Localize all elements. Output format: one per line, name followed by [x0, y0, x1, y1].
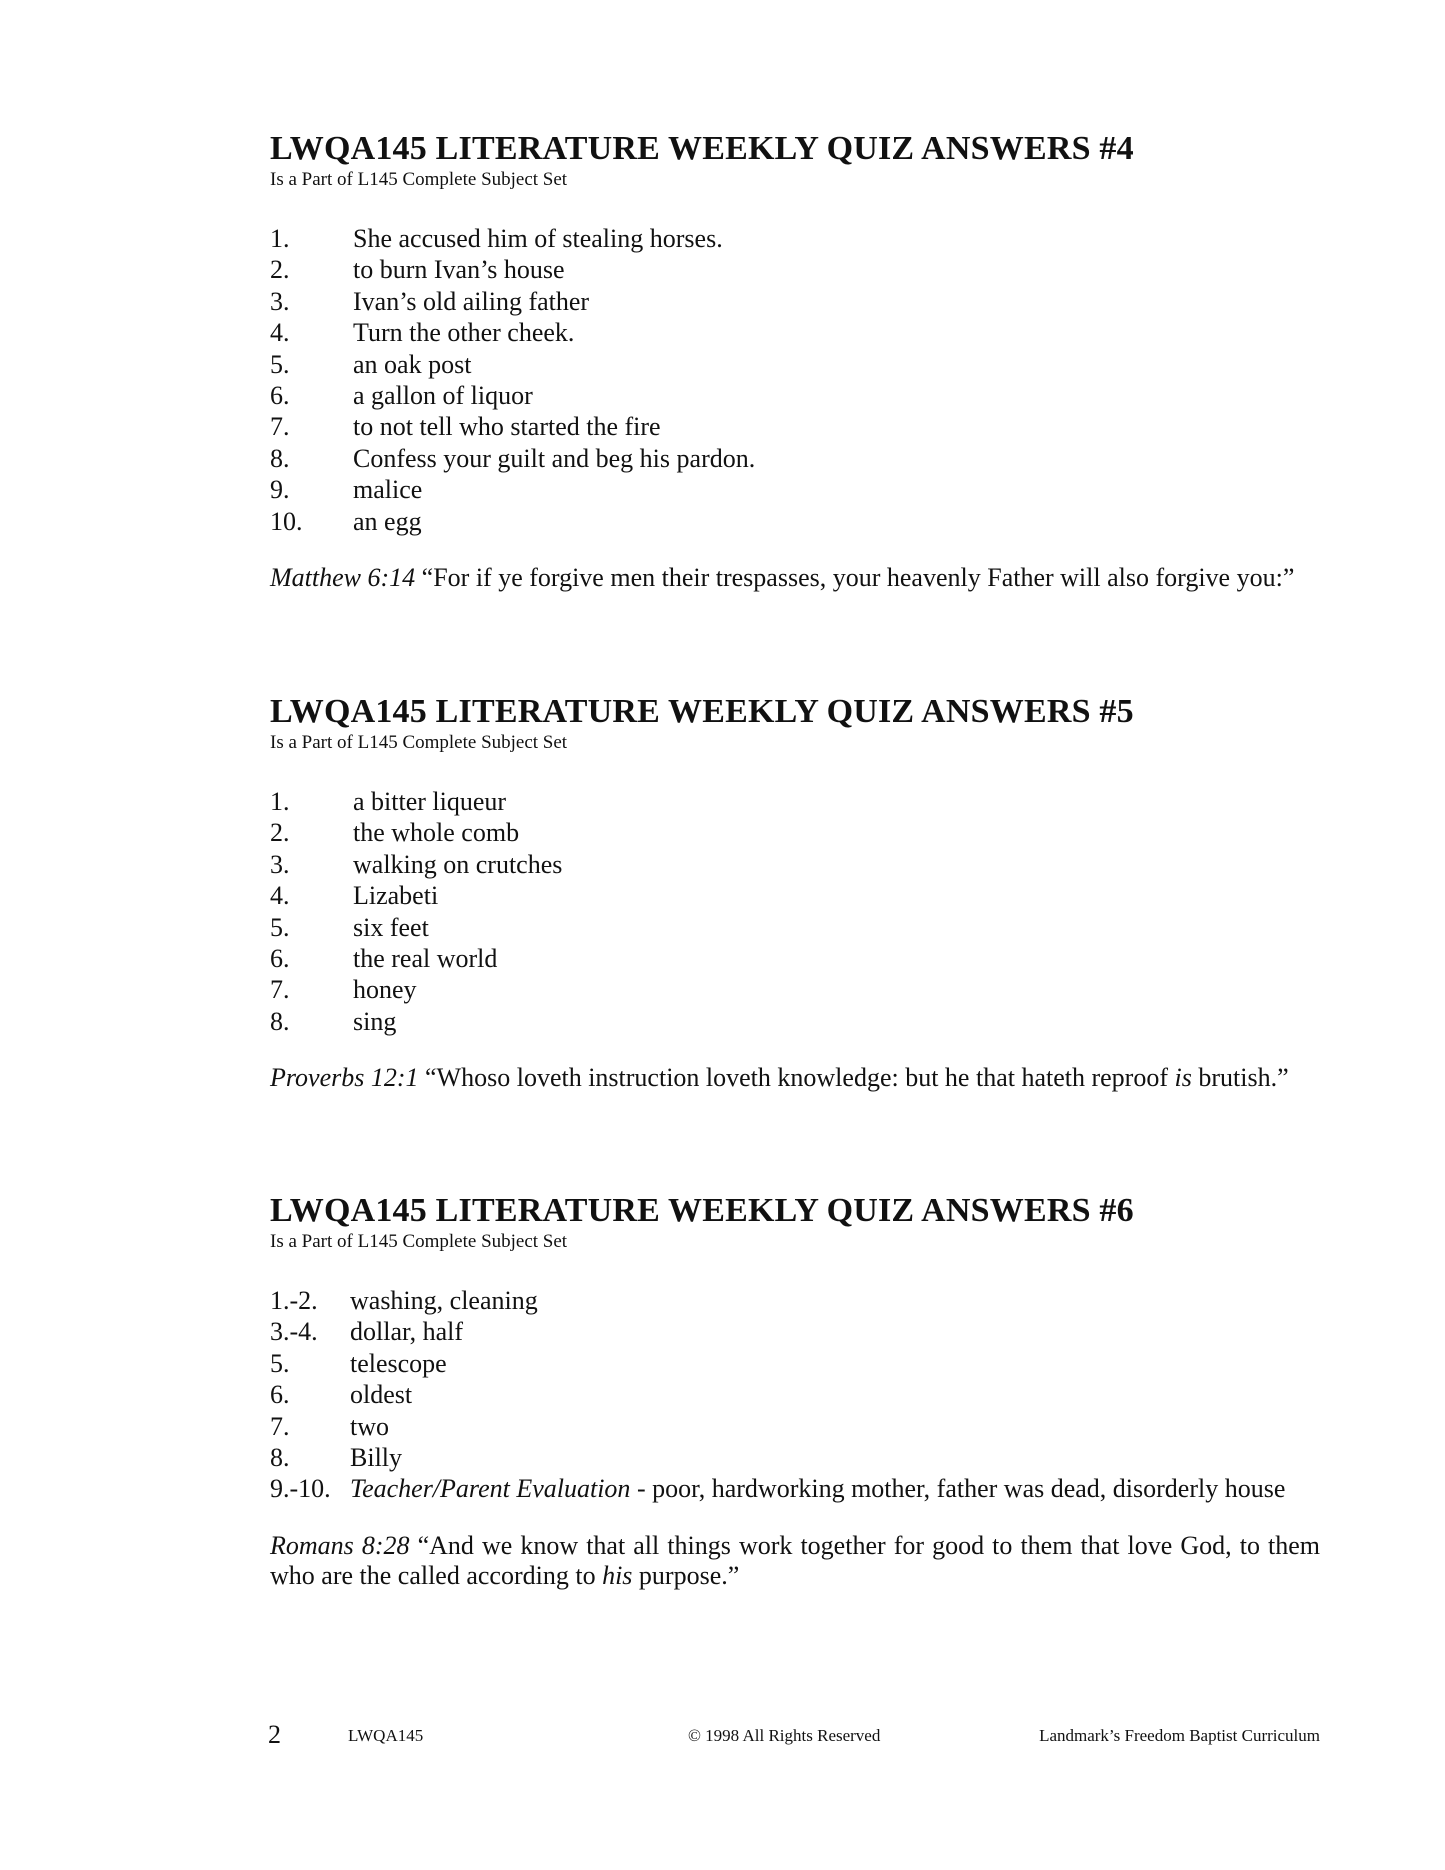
- section-subtitle: Is a Part of L145 Complete Subject Set: [270, 732, 568, 753]
- answer-item: 2. to burn Ivan’s house: [270, 255, 565, 285]
- answer-item: 10. an egg: [270, 506, 422, 536]
- verse-italic-word: is: [1174, 1063, 1192, 1093]
- answer-item: 9.-10. Teacher/Parent Evaluation - poor, hardworking mother, father was dead, disorderly house: [270, 1474, 1286, 1504]
- answer-item: 6. the real world: [270, 944, 498, 974]
- verse-text: “Whoso loveth instruction loveth knowledge: but he that hateth reproof: [425, 1063, 1168, 1093]
- answer-item: 4. Turn the other cheek.: [270, 318, 575, 348]
- verse-text: “For if ye forgive men their trespasses, your heavenly Father will also forgive you:”: [421, 563, 1295, 593]
- verse-reference: Proverbs 12:1: [270, 1063, 419, 1093]
- quiz-section-4: [270, 130, 1320, 593]
- scripture-verse: [270, 1531, 1320, 1591]
- answer-item: 6. oldest: [270, 1380, 413, 1410]
- section-subtitle: Is a Part of L145 Complete Subject Set: [270, 1231, 568, 1252]
- answer-item: 2. the whole comb: [270, 818, 520, 848]
- verse-text: “And we know that all things work together for good to them that love God, to them who are the called according to: [270, 1530, 1321, 1590]
- verse-text-end: brutish.”: [1198, 1063, 1289, 1093]
- scripture-verse: [270, 563, 1320, 593]
- answer-item: 3.-4. dollar, half: [270, 1317, 464, 1347]
- answer-item: 8. Confess your guilt and beg his pardon.: [270, 443, 756, 473]
- answer-item: 5. an oak post: [270, 349, 472, 379]
- answer-list: [270, 1285, 1320, 1505]
- quiz-section-5: [270, 693, 1320, 1093]
- copyright-notice: © 1998 All Rights Reserved: [688, 1726, 881, 1745]
- evaluation-label: Teacher/Parent Evaluation: [350, 1474, 631, 1504]
- answer-item: 9. malice: [270, 475, 423, 505]
- verse-reference: Matthew 6:14: [270, 563, 416, 593]
- answer-list: [270, 223, 1320, 537]
- answer-item: 1. a bitter liqueur: [270, 787, 507, 816]
- verse-reference: Romans 8:28: [270, 1530, 410, 1560]
- section-title: LWQA145 LITERATURE WEEKLY QUIZ ANSWERS #4: [270, 130, 1134, 167]
- answer-item: 1.-2. washing, cleaning: [270, 1286, 538, 1315]
- document-code: LWQA145: [348, 1726, 424, 1745]
- answer-item: 5. telescope: [270, 1348, 447, 1378]
- answer-item: 8. Billy: [270, 1443, 403, 1473]
- answer-list: [270, 786, 1320, 1037]
- page-footer: [268, 1720, 1320, 1750]
- verse-text-end: purpose.”: [638, 1560, 740, 1590]
- section-subtitle: Is a Part of L145 Complete Subject Set: [270, 169, 568, 190]
- answer-item: 6. a gallon of liquor: [270, 381, 533, 411]
- scripture-verse: [270, 1063, 1320, 1093]
- verse-italic-word: his: [602, 1560, 633, 1590]
- answer-item: 7. to not tell who started the fire: [270, 412, 661, 442]
- section-title: LWQA145 LITERATURE WEEKLY QUIZ ANSWERS #5: [270, 693, 1134, 730]
- answer-item: 3. Ivan’s old ailing father: [270, 286, 590, 316]
- answer-item: 1. She accused him of stealing horses.: [270, 224, 723, 253]
- quiz-section-6: [270, 1192, 1320, 1591]
- answer-item: 4. Lizabeti: [270, 881, 439, 911]
- section-title: LWQA145 LITERATURE WEEKLY QUIZ ANSWERS #6: [270, 1192, 1134, 1229]
- answer-item: 5. six feet: [270, 912, 429, 942]
- answer-item: 8. sing: [270, 1006, 397, 1036]
- answer-item: 3. walking on crutches: [270, 849, 563, 879]
- page-number: 2: [268, 1720, 281, 1749]
- answer-item: 7. two: [270, 1411, 389, 1441]
- publisher-name: Landmark’s Freedom Baptist Curriculum: [1039, 1726, 1320, 1745]
- answer-item: 7. honey: [270, 975, 417, 1005]
